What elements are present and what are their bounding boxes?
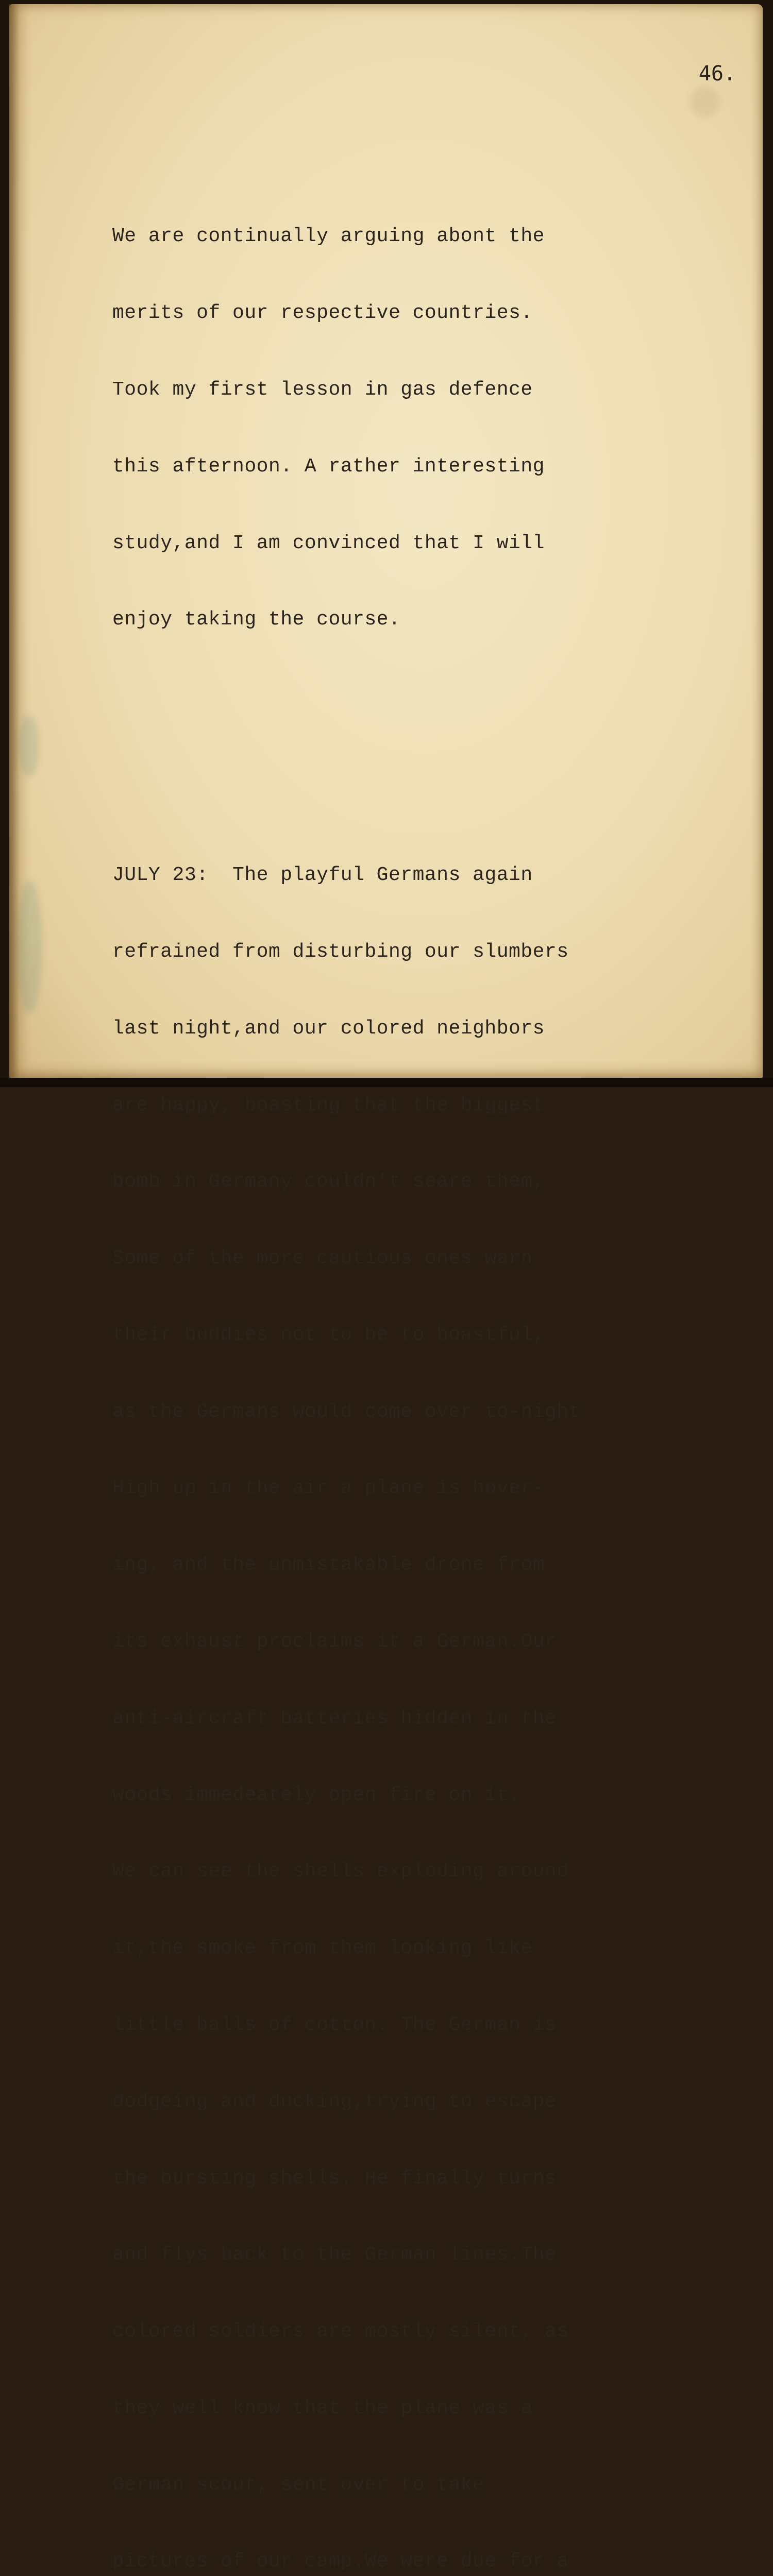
text-line: JULY 23: The playful Germans again: [112, 864, 533, 887]
text-line: High up in the air a plane is hover-: [112, 1477, 545, 1500]
text-line: study,and I am convinced that I will: [112, 532, 545, 554]
text-line: the bursting shells. He finally turns: [112, 2167, 557, 2190]
text-line: We are continually arguing abont the: [112, 225, 545, 248]
text-line: are happy, boasting that the biggest: [112, 1094, 545, 1116]
text-line: they well know that the plane was a: [112, 2397, 533, 2419]
typewritten-page: [9, 4, 763, 2573]
text-line: their buddies not to be to boastful,: [112, 1324, 545, 1346]
text-line: German scout, sent over to take: [112, 2473, 485, 2496]
text-line: this afternoon. A rather interesting: [112, 455, 545, 478]
text-line: last night,and our colored neighbors: [112, 1017, 545, 1040]
text-line: its exhaust proclaims it a German.Our: [112, 1631, 557, 1653]
scan-edge: [0, 1078, 773, 1087]
text-line: We can see the shells exploding around: [112, 1860, 569, 1883]
text-line: it,the smoke from them looking like: [112, 1937, 533, 1960]
text-line: merits of our respective countries.: [112, 302, 533, 325]
paragraph-gas-defence: [112, 173, 581, 684]
text-line: little balls of cotton. The German is: [112, 2013, 557, 2036]
text-line: Some of the more cautious ones warn: [112, 1247, 533, 1270]
text-line: dodgeing and ducking,trying to escape: [112, 2090, 557, 2113]
text-line: as the Germans would come over to-night: [112, 1400, 581, 1423]
text-line: ing, and the unmistakable drone from: [112, 1554, 545, 1577]
text-line: woods immedeately open fire on it.: [112, 1784, 521, 1806]
paragraph-gap: [112, 735, 581, 760]
paper-stain: [19, 715, 39, 777]
text-line: bomb in Germany couldn't seare them,: [112, 1171, 545, 1193]
text-line: refrained from disturbing our slumbers: [112, 941, 569, 963]
text-line: and flys back to the German lines.The: [112, 2244, 557, 2266]
typewritten-body: [112, 122, 581, 2576]
paragraph-july-23: [112, 811, 581, 2576]
text-line: anti-aircraft batteries hidden in the: [112, 1707, 557, 1730]
text-line: colored soldiers are mostly silent, as: [112, 2320, 569, 2343]
text-line: enjoy taking the course.: [112, 608, 401, 631]
paper-stain: [16, 880, 42, 1014]
page-number: 46.: [698, 62, 736, 86]
text-line: pictures of our camp.We were due for a: [112, 2550, 569, 2573]
paper-stain: [690, 87, 720, 117]
text-line: Took my first lesson in gas defence: [112, 378, 533, 401]
